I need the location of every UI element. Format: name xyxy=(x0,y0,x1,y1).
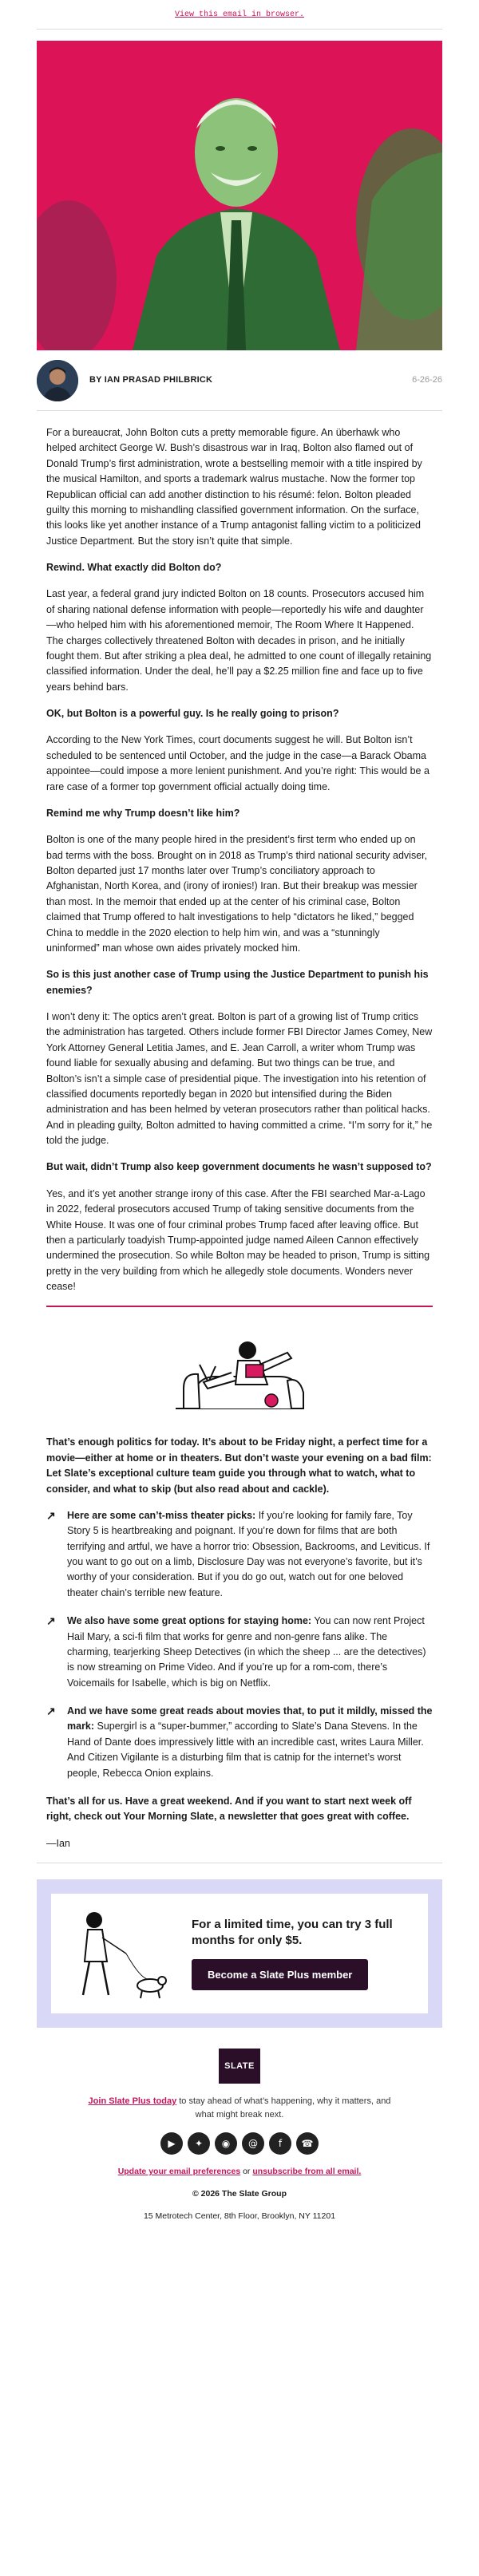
top-divider xyxy=(37,29,442,30)
threads-icon[interactable]: @ xyxy=(242,2132,264,2155)
list-item xyxy=(46,1508,433,1601)
promo-text: For a limited time, you can try 3 full months for only $5. xyxy=(192,1918,393,1948)
author-avatar xyxy=(37,360,78,401)
unsubscribe-link[interactable]: unsubscribe from all email. xyxy=(252,2167,362,2176)
facebook-icon[interactable]: f xyxy=(269,2132,291,2155)
footer xyxy=(0,2028,479,2246)
article-paragraph: I won’t deny it: The optics aren’t great. Bolton is part of a growing list of Trump critics the administration has targeted. Others include former FBI Director James Comey, New York Attorney General Letitia James, and E. Jean Carroll, a writer whom Trump was found liable for sexually abusing and defaming. But two things can be true, and Bolton’s isn’t a simple case of presidential pique. The investigation into his retention of classified documents reportedly began in 2020 but intensified during the Biden administration and has been helmed by veteran prosecutors rather than political hacks. And in pleading guilty, Bolton admitted to having committed a crime. “I’m sorry for it,” he told the judge. xyxy=(46,1011,433,1146)
youtube-icon[interactable]: ▶ xyxy=(160,2132,183,2155)
bullet-text: You can now rent Project Hail Mary, a sci-fi film that works for genre and non-genre fans alike. The charming, tearjerking Sheep Detectives (in which the sheep ... are the detectives) is now streaming on Prime Video. And if you’re up for a rom-com, there’s Voicemails for Isabelle, which is big on Netflix. xyxy=(67,1615,426,1689)
arrow-icon: ↗ xyxy=(46,1614,56,1628)
article-paragraph: For a bureaucrat, John Bolton cuts a pretty memorable figure. An überhawk who helped architect George W. Bush’s disastrous war in Iraq, Bolton also flamed out of Donald Trump’s first administration, wrote a bestselling memoir with a title inspired by the musical Hamilton, and sports a trademark walrus mustache. Now the former top Republican official can add another distinction to his résumé: felon. Bolton pleaded guilty this morning to mishandling classified government information. On the surface, this looks like yet another instance of a Trump antagonist falling victim to a politicized Justice Department. But the story isn’t quite that simple. xyxy=(46,427,422,547)
address: 15 Metrotech Center, 8th Floor, Brooklyn, NY 11201 xyxy=(143,2211,336,2221)
article-question: But wait, didn’t Trump also keep government documents he wasn’t supposed to? xyxy=(46,1161,432,1173)
become-slate-plus-button[interactable]: Become a Slate Plus member xyxy=(192,1959,368,1991)
reading-illustration xyxy=(0,1307,479,1435)
article-paragraph: Yes, and it’s yet another strange irony of this case. After the FBI searched Mar-a-Lago in 2022, federal prosecutors accused Trump of taking sensitive documents from the White House. It was one of four criminal probes Trump faced after leaving office. But then a particularly toadyish Trump-appointed judge named Aileen Cannon effectively undermined the prosecution. So while Bolton may be headed to prison, Trump is sitting pretty in the very building from which he allegedly stole documents. Wonders never cease! xyxy=(46,1187,430,1292)
article-question: Remind me why Trump doesn’t like him? xyxy=(46,807,240,819)
signoff: —Ian xyxy=(46,1837,70,1849)
newsletter-section xyxy=(0,1435,479,1851)
article-paragraph: Bolton is one of the many people hired in the president’s first term who ended up on bad terms with the boss. Brought on in 2018 as Trump’s third national security adviser, Bolton departed just 17 months later over Trump’s conciliatory approach to Afghanistan, North Korea, and (irony of ironies!) Iran. But their breakup was messier than most. In the memoir that ended up at the center of his criminal case, Bolton claimed that Trump offered to halt investigations to help “dictators he liked,” begged China to meddle in the 2020 election to help him win, and was a “stunningly uninformed” man whose own aides privately mocked him. xyxy=(46,834,428,954)
bluesky-icon[interactable]: ✦ xyxy=(188,2132,210,2155)
instagram-icon[interactable]: ◉ xyxy=(215,2132,237,2155)
arrow-icon: ↗ xyxy=(46,1508,56,1522)
hero-image xyxy=(37,41,442,350)
social-icons xyxy=(37,2132,442,2155)
whatsapp-icon[interactable]: ☎ xyxy=(296,2132,319,2155)
dog-walker-illustration xyxy=(70,1906,174,2001)
newsletter-closing: That’s all for us. Have a great weekend. And if you want to start next week off right, check out Your Morning Slate, a newsletter that goes great with coffee. xyxy=(46,1795,412,1823)
list-item xyxy=(46,1614,433,1691)
join-text: Join Slate Plus today to stay ahead of what’s happening, why it matters, and what might break next. xyxy=(88,2096,391,2120)
bullet-text: Supergirl is a “super-bummer,” according to Slate’s Dana Stevens. In the Hand of Dante does impressively little with an incredible cast, writes Laura Miller. And Citizen Vigilante is a disturbing film that is catnip for the internet’s worst people, Rebecca Onion explains. xyxy=(67,1721,424,1779)
join-slate-plus-link[interactable]: Join Slate Plus today xyxy=(88,2096,177,2106)
bullet-lead: We also have some great options for staying home: xyxy=(67,1615,312,1627)
update-preferences-link[interactable]: Update your email preferences xyxy=(117,2167,241,2176)
author-name: BY IAN PRASAD PHILBRICK xyxy=(89,375,213,385)
bullet-lead: And we have some great reads about movies that, to put it mildly, missed the mark: xyxy=(67,1705,433,1732)
byline xyxy=(37,350,442,411)
article-question: OK, but Bolton is a powerful guy. Is he really going to prison? xyxy=(46,708,339,719)
article-body xyxy=(0,411,479,1294)
publish-date: 6-26-26 xyxy=(412,375,442,385)
bullet-text: If you’re looking for family fare, Toy Story 5 is heartbreaking and poignant. If you’re down for films that are both terrifying and artful, we have a horror trio: Obsession, Backrooms, and Leviticus. If you want to go out on a limb, Disclosure Day was not everyone’s favorite, but it’s worthy of your consideration. But if you do go out, watch out for one beloved theater chain’s terrible new feature. xyxy=(67,1509,430,1598)
article-question: So is this just another case of Trump using the Justice Department to punish his enemies? xyxy=(46,969,429,996)
article-paragraph: According to the New York Times, court documents suggest he will. But Bolton isn’t scheduled to be sentenced until October, and the judge in the case—a Barack Obama appointee—could impose a more lenient punishment. And you’re right: This would be a rare case of a former top government official actually doing time. xyxy=(46,734,430,792)
list-item xyxy=(46,1704,433,1781)
top-bar xyxy=(0,0,479,29)
article-paragraph: Last year, a federal grand jury indicted Bolton on 18 counts. Prosecutors accused him of sharing national defense information with people—reportedly his wife and daughter—who helped him with his aforementioned memoir, The Room Where It Happened. The charges collectively threatened Bolton with decades in prison, and he initially fought them. But after striking a plea deal, he admitted to one count of illegally retaining classified information. Under the deal, he’ll pay a $2.25 million fine and face up to five years behind bars. xyxy=(46,588,432,693)
slate-logo[interactable]: SLATE xyxy=(219,2049,260,2084)
article-question: Rewind. What exactly did Bolton do? xyxy=(46,562,222,573)
newsletter-intro: That’s enough politics for today. It’s about to be Friday night, a perfect time for a movie—either at home or in theaters. But don’t waste your evening on a bad film: Let Slate’s exceptional culture team guide you through what to watch, what to consider, and what to skip (but also read about and cackle). xyxy=(46,1436,432,1495)
arrow-icon: ↗ xyxy=(46,1705,56,1717)
copyright: © 2026 The Slate Group xyxy=(192,2188,287,2199)
email-links: Update your email preferences or unsubscribe from all email. xyxy=(117,2167,362,2176)
view-in-browser-link[interactable]: View this email in browser. xyxy=(174,10,305,19)
bullet-lead: Here are some can’t-miss theater picks: xyxy=(67,1509,256,1521)
slate-plus-promo xyxy=(37,1879,442,2028)
